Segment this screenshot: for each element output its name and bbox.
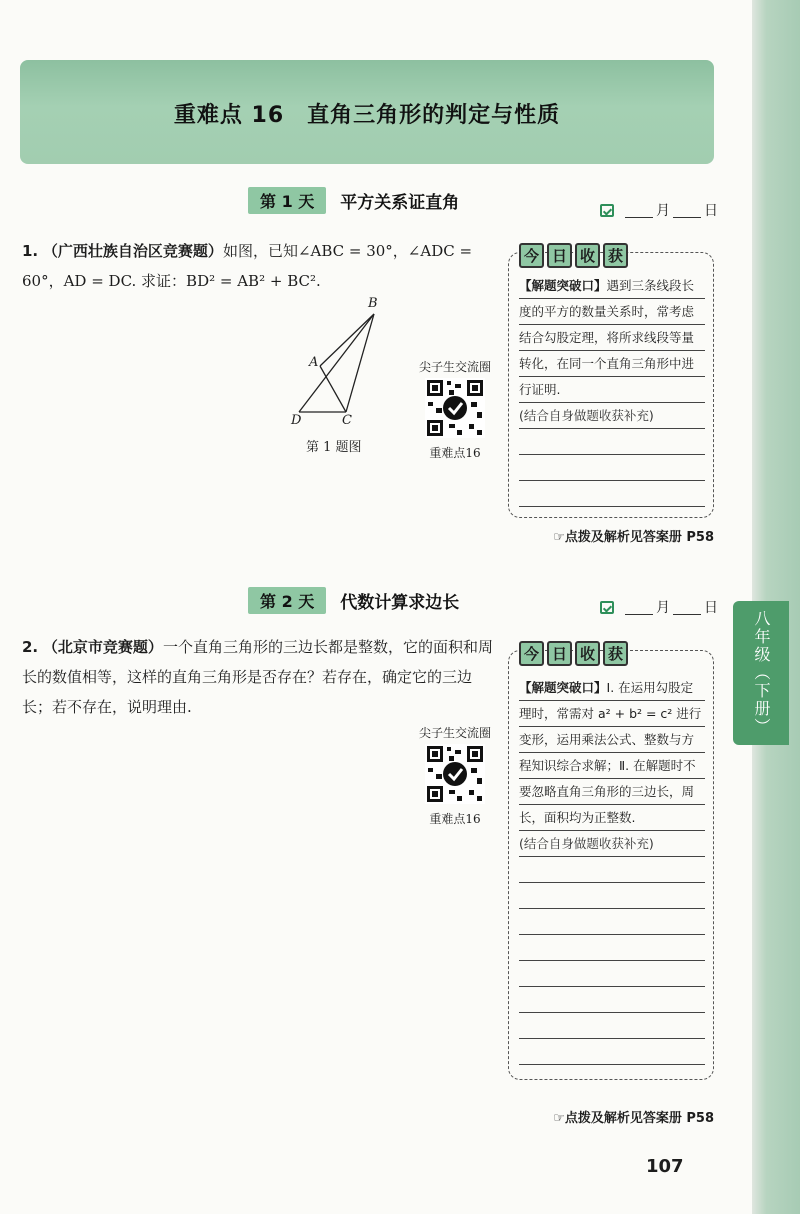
section-title: 重难点 16 直角三角形的判定与性质 [173, 103, 561, 128]
day2-topic: 代数计算求边长 [340, 592, 460, 613]
day1-topic: 平方关系证直角 [340, 192, 460, 213]
supplement-note: (结合自身做题收获补充) [519, 836, 654, 851]
question-text: 一个直角三角形的三边长都是整数，它的面积和周长的数值相等，这样的直角三角形是否存在？若存在，确定它的三边长；若不存在，说明理由. [22, 638, 493, 716]
harvest-title [519, 243, 631, 268]
grade-side-tab: 八年级（下册） [733, 601, 789, 745]
harvest-title-char: 日 [547, 641, 572, 666]
day2-date [600, 597, 718, 617]
harvest-tip [519, 273, 705, 429]
tip-text: Ⅰ. 在运用勾股定理时，常需对 a² + b² = c² 进行变形，运用乘法公式、整数与方程知识综合求解；Ⅱ. 在解题时不要忽略直角三角形的三边长，周长，面积均为正整数. [519, 680, 702, 825]
question-source: （广西壮族自治区竞赛题） [42, 242, 223, 260]
triangle-figure [284, 292, 394, 432]
question-source: （北京市竞赛题） [42, 638, 163, 656]
harvest-title-char: 今 [519, 243, 544, 268]
month-label: 月 [656, 203, 670, 219]
qr-block-1 [410, 358, 500, 461]
figure-caption: 第 1 题图 [306, 440, 362, 455]
qr-bottom-label: 重难点16 [429, 446, 481, 460]
page-number: 107 [646, 1156, 684, 1177]
harvest-box-1 [508, 247, 714, 518]
tip-text: 遇到三条线段长度的平方的数量关系时，常考虑结合勾股定理，将所求线段等量转化，在同一个直角三角形中进行证明. [519, 278, 695, 397]
qr-bottom-label: 重难点16 [429, 812, 481, 826]
qr-top-label: 尖子生交流圈 [418, 360, 491, 374]
tip-label: 【解题突破口】 [519, 278, 607, 293]
qr-block-2 [410, 724, 500, 827]
month-label: 月 [656, 600, 670, 616]
calendar-check-icon [600, 601, 614, 614]
harvest-title-char: 收 [575, 243, 600, 268]
day2-badge: 第 2 天 [248, 587, 326, 614]
question-number: 1. [22, 242, 39, 260]
day-blank [673, 203, 701, 218]
day-blank [673, 600, 701, 615]
point-label-a: A [309, 355, 319, 370]
month-blank [625, 203, 653, 218]
qr-top-label: 尖子生交流圈 [418, 726, 491, 740]
harvest-title-char: 收 [575, 641, 600, 666]
day-label: 日 [704, 203, 718, 219]
point-label-c: C [342, 413, 352, 428]
harvest-title-char: 获 [603, 243, 628, 268]
answer-reference: ☞点拨及解析见答案册 P58 [553, 1111, 714, 1126]
day-label: 日 [704, 600, 718, 616]
day1-badge: 第 1 天 [248, 187, 326, 214]
question-2 [22, 632, 500, 722]
qr-code-icon[interactable] [425, 744, 485, 804]
point-label-d: D [291, 413, 302, 428]
harvest-box-2 [508, 645, 714, 1080]
writing-lines[interactable] [519, 883, 705, 1065]
day2-header [248, 586, 459, 614]
point-label-b: B [368, 296, 378, 311]
question-number: 2. [22, 638, 39, 656]
supplement-note: (结合自身做题收获补充) [519, 408, 654, 423]
question-text: 如图，已知∠ABC = 30°，∠ADC = 60°，AD = DC. 求证：BD² = AB² + BC². [22, 242, 473, 290]
writing-lines[interactable] [519, 429, 705, 507]
calendar-check-icon [600, 204, 614, 217]
question-1 [22, 236, 500, 296]
day1-date [600, 200, 718, 220]
day1-header [248, 186, 459, 214]
harvest-title-char: 获 [603, 641, 628, 666]
harvest-title [519, 641, 631, 666]
answer-reference: ☞点拨及解析见答案册 P58 [553, 530, 714, 545]
tip-label: 【解题突破口】 [519, 680, 607, 695]
month-blank [625, 600, 653, 615]
section-banner [20, 60, 714, 164]
harvest-title-char: 今 [519, 641, 544, 666]
harvest-tip [519, 675, 705, 883]
harvest-title-char: 日 [547, 243, 572, 268]
qr-code-icon[interactable] [425, 378, 485, 438]
